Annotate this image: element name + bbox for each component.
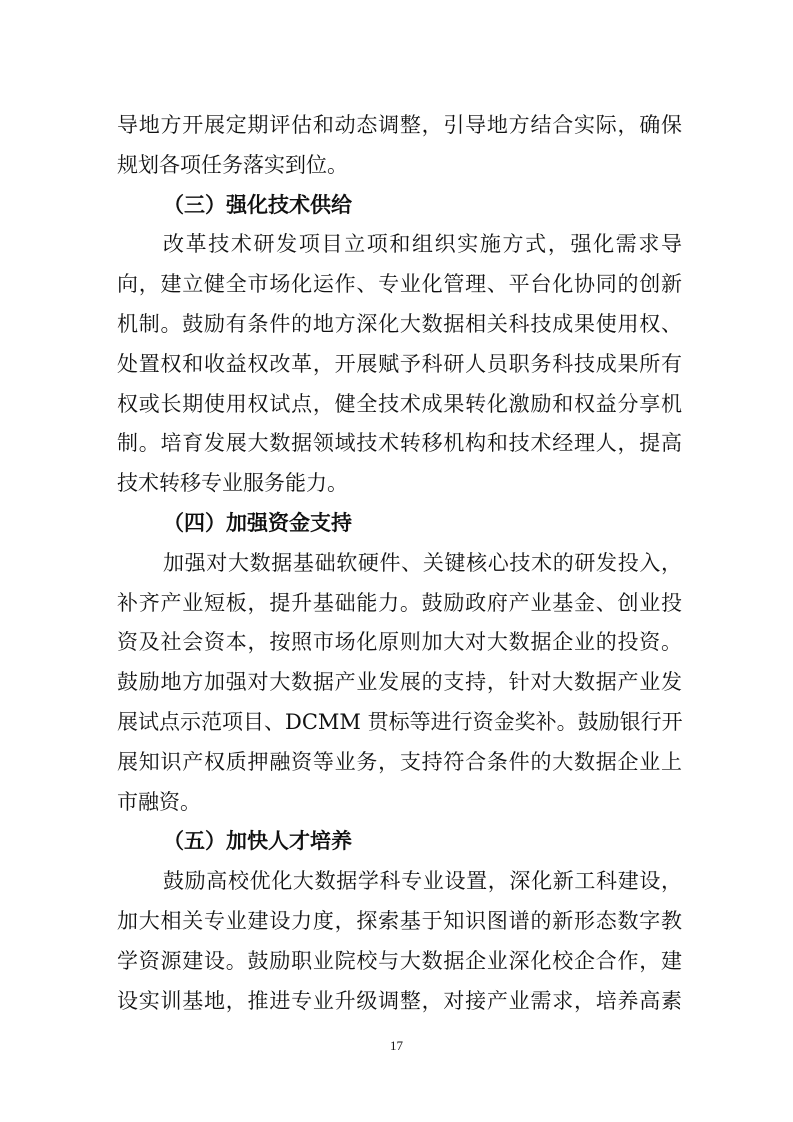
text-line: 导地方开展定期评估和动态调整，引导地方结合实际，确保 <box>117 113 682 137</box>
document-body <box>117 106 682 1021</box>
text-line: 资及社会资本，按照市场化原则加大对大数据企业的投资。 <box>117 630 682 655</box>
text-line: 加大相关专业建设力度，探索基于知识图谱的新形态数字教 <box>117 908 682 933</box>
section-heading: （四）加强资金支持 <box>163 510 352 535</box>
text-line: 市融资。 <box>117 789 201 814</box>
text-line: 改革技术研发项目立项和组织实施方式，强化需求导 <box>163 232 682 257</box>
text-line: 权或长期使用权试点，健全技术成果转化激励和权益分享机 <box>117 391 682 416</box>
section-heading: （三）强化技术供给 <box>163 192 352 217</box>
text-line: 鼓励高校优化大数据学科专业设置，深化新工科建设， <box>163 869 682 894</box>
text-line: 展试点示范项目、DCMM 贯标等进行资金奖补。鼓励银行开 <box>117 709 683 734</box>
text-line: 鼓励地方加强对大数据产业发展的支持，针对大数据产业发 <box>117 670 682 695</box>
section-heading: （五）加快人才培养 <box>163 829 352 854</box>
text-line: 制。培育发展大数据领域技术转移机构和技术经理人，提高 <box>117 431 682 456</box>
text-line: 机制。鼓励有条件的地方深化大数据相关科技成果使用权、 <box>117 311 682 336</box>
text-line: 处置权和收益权改革，开展赋予科研人员职务科技成果所有 <box>117 351 682 376</box>
text-line: 补齐产业短板，提升基础能力。鼓励政府产业基金、创业投 <box>117 590 682 615</box>
text-line: 规划各项任务落实到位。 <box>117 152 348 177</box>
page-number: 17 <box>390 1038 403 1053</box>
text-line: 技术转移专业服务能力。 <box>117 471 348 496</box>
text-line: 向，建立健全市场化运作、专业化管理、平台化协同的创新 <box>117 272 682 297</box>
text-line: 加强对大数据基础软硬件、关键核心技术的研发投入， <box>163 550 682 575</box>
text-line: 展知识产权质押融资等业务，支持符合条件的大数据企业上 <box>117 749 682 774</box>
text-line: 学资源建设。鼓励职业院校与大数据企业深化校企合作，建 <box>117 948 682 973</box>
text-line: 设实训基地，推进专业升级调整，对接产业需求，培养高素 <box>117 988 682 1013</box>
